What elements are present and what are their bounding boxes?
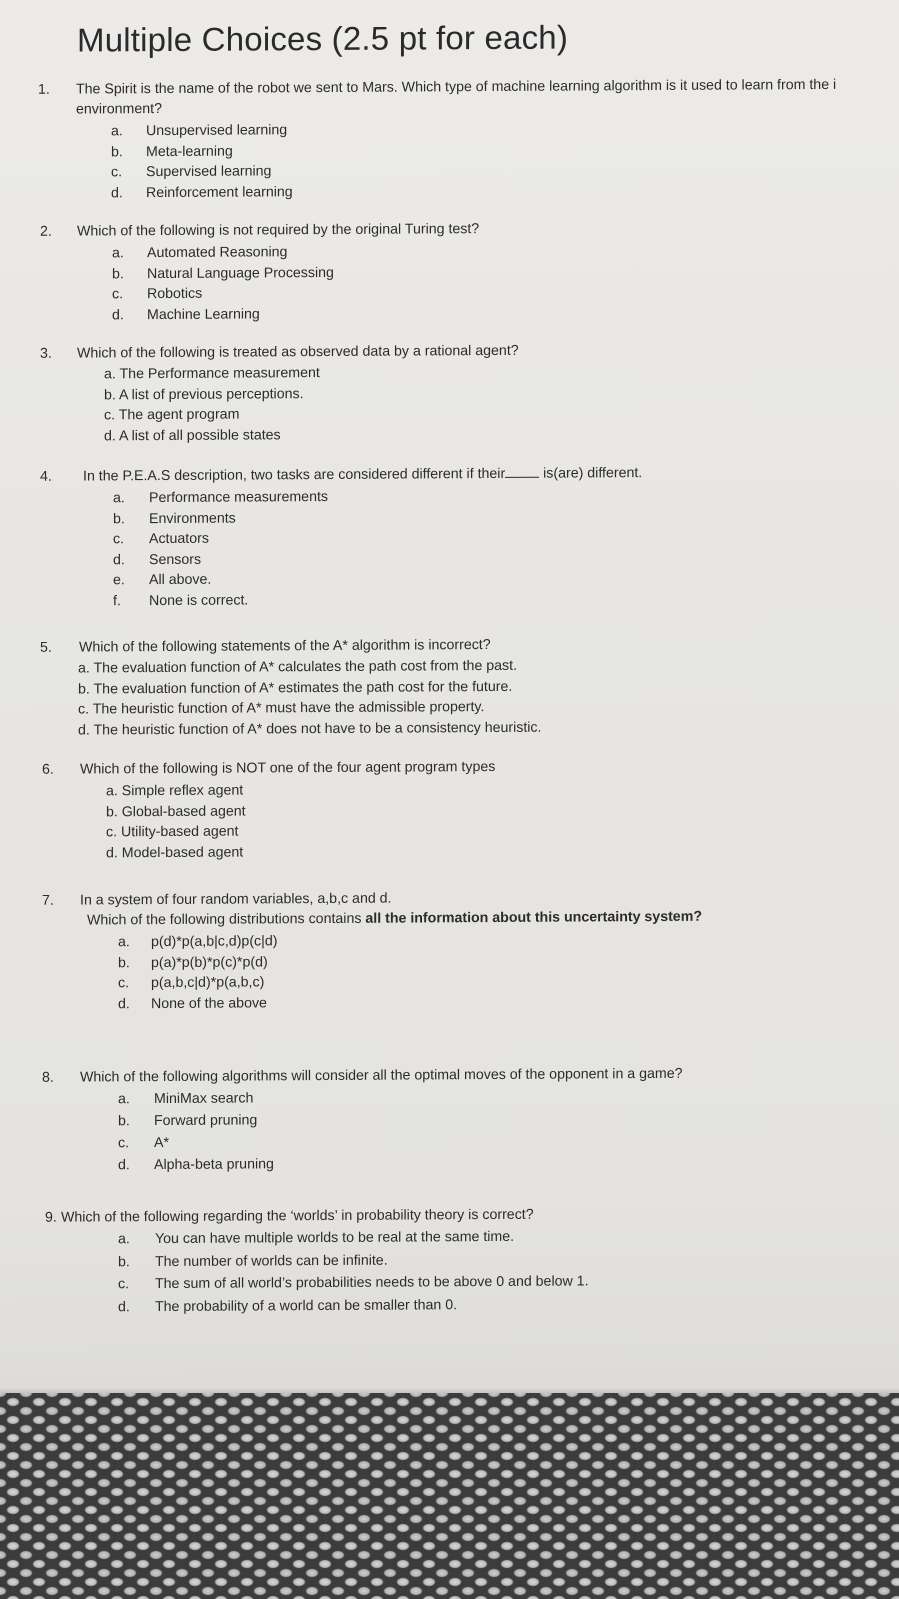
question-number: 9. [45, 1209, 57, 1226]
exam-sheet: Multiple Choices (2.5 pt for each) 1. The Spirit is the name of the robot we sent to Mars. Which type of machine learning algorithm is it used to learn from the i environment? a. Unsupervised learning b. Meta-learning c. Supervised learning d. Reinforcement learning 2. Which of the following is not required by the original Turing test? a. Automated Reasoning b. Natural Language Processing c. Robotics d. Machine Learning 3. Which of the following is treated as observed data by a rational agent? a. The Performance measurement b. A list of previous perceptions. c. The agent program d. A list of all possible states 4. In the P.E.A.S description, two tasks are considered different if their is(are) different. a. Performance measurements b. Environments c. Actuators d. Sensors e. All above. f. None is correct. 5. Which of the following statements of the A* algorithm is incorrect? a. The evaluation function of A* calculates the path cost from the past. b. The evaluation function of A* estimates the path cost for the future. c. The heuristic function of A* must have the admissible property. d. The heuristic function of A* does not have to be a consistency heuristic. 6. Which of the following is NOT one of the four agent program types a. Simple reflex agent b. Global-based agent c. Utility-based agent d. Model-based agent 7. In a system of four random variables, a,b,c and d. Which of the following distributions contains all the information about this uncertainty system? a. p(d)*p(a,b|c,d)p(c|d) b. p(a)*p(b)*p(c)*p(d) c. p(a,b,c|d)*p(a,b,c) d. None of the above 8. Which of the following algorithms will consider all the optimal moves of the opponent in a game? a. MiniMax search b. Forward pruning c. A* d. Alpha-beta pruning 9. Which of the following regarding the ‘worlds’ in probability theory is correct? a. You can have multiple worlds to be real at the same time. b. The number of worlds can be infinite. c. The sum of all world’s probabilities needs to be above 0 and below 1. d. The probability of a world can be smaller than 0. [0, 0, 899, 1415]
question-number: 5. [40, 639, 52, 656]
question-number: 7. [42, 892, 54, 909]
question-stem: Which of the following algorithms will consider all the optimal moves of the opponent in a game? [80, 1065, 683, 1086]
answer-blank [505, 464, 539, 478]
question-stem: In a system of four random variables, a,b,c and d. [80, 890, 392, 909]
question-stem: Which of the following regarding the ‘worlds’ in probability theory is correct? [61, 1206, 534, 1226]
question-stem: Which of the following statements of the A* algorithm is incorrect? [79, 637, 491, 656]
question-number: 8. [42, 1069, 54, 1086]
question-stem-cont: Which of the following distributions contains all the information about this uncertainty system? [87, 908, 702, 929]
question-number: 2. [40, 223, 52, 240]
question-number: 1. [38, 81, 50, 98]
page-title: Multiple Choices (2.5 pt for each) [77, 18, 569, 59]
question-stem: The Spirit is the name of the robot we sent to Mars. Which type of machine learning algorithm is it used to learn from the i [76, 76, 837, 98]
question-number: 4. [40, 468, 52, 485]
question-stem: Which of the following is treated as observed data by a rational agent? [77, 342, 519, 362]
question-stem: Which of the following is NOT one of the four agent program types [80, 758, 496, 778]
mesh-surface-background [0, 1393, 899, 1599]
question-stem: In the P.E.A.S description, two tasks are considered different if their is(are) different. [83, 465, 643, 485]
question-stem-cont: environment? [76, 101, 162, 118]
question-stem: Which of the following is not required by the original Turing test? [77, 221, 480, 240]
question-number: 3. [40, 345, 52, 362]
question-number: 6. [42, 761, 54, 778]
